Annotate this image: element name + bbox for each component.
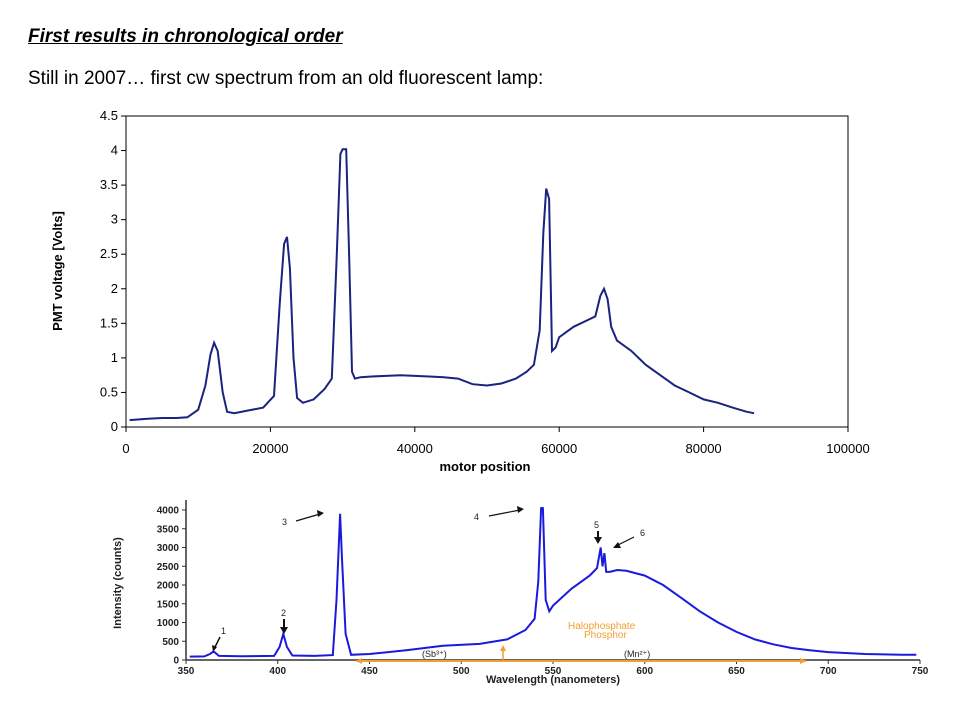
pmt-chart-plot-frame [126, 116, 848, 427]
peak-label-3: 3 [282, 517, 288, 527]
spectrum-y-tick-label: 0 [173, 655, 179, 667]
pmt-x-tick-label: 40000 [396, 441, 433, 456]
spectrum-x-tick-label: 450 [361, 666, 378, 677]
spectrum-y-tick-label: 1500 [156, 599, 179, 611]
pmt-chart [50, 108, 870, 474]
band-left-arrow-icon [356, 658, 362, 664]
pmt-y-tick-label: 1.5 [99, 315, 118, 331]
spectrum-x-tick-label: 500 [452, 666, 470, 677]
spectrum-x-tick-label: 550 [544, 666, 562, 677]
peak-label-4: 4 [474, 512, 480, 522]
peak-annotation-3 [282, 510, 324, 527]
pmt-y-axis-label: PMT voltage [Volts] [50, 211, 65, 331]
pmt-x-tick-label: 20000 [252, 441, 289, 456]
pmt-y-tick-label: 4 [110, 142, 118, 158]
pmt-x-tick-label: 100000 [826, 441, 870, 456]
spectrum-x-tick-label: 350 [177, 666, 195, 677]
pmt-y-tick-label: 2 [110, 280, 118, 296]
peak-arrowhead-2-icon [280, 627, 288, 634]
spectrum-y-tick-label: 2500 [156, 561, 179, 573]
pmt-y-tick-label: 4.5 [99, 108, 118, 123]
phosphor-label-line1: Halophosphate [568, 621, 636, 632]
peak-label-1: 1 [221, 626, 227, 636]
pmt-series-line [130, 149, 755, 420]
spectrum-x-tick-label: 700 [819, 666, 837, 677]
spectrum-y-tick-label: 3000 [156, 543, 179, 554]
pmt-y-tick-label: 0.5 [99, 384, 118, 400]
spectrum-y-tick-label: 4000 [156, 505, 179, 517]
peak-arrowhead-3-icon [317, 510, 324, 517]
peak-annotation-4 [474, 506, 524, 522]
peak-annotation-6 [613, 528, 645, 548]
spectrum-x-tick-label: 400 [269, 666, 287, 677]
band-center-arrow-icon [500, 645, 506, 651]
spectrum-y-tick-label: 2000 [156, 580, 179, 592]
spectrum-y-tick-label: 1000 [156, 618, 179, 629]
spectrum-x-tick-label: 650 [728, 666, 745, 677]
pmt-x-axis-label: motor position [439, 459, 531, 474]
pmt-y-tick-label: 3.5 [99, 177, 118, 193]
pmt-x-tick-label: 60000 [541, 441, 578, 456]
pmt-y-tick-label: 0 [110, 419, 118, 434]
peak-label-2: 2 [281, 608, 287, 618]
mn-band-label: (Mn²⁺) [624, 649, 651, 659]
pmt-y-tick-label: 2.5 [99, 246, 118, 262]
spectrum-chart [112, 500, 929, 686]
peak-annotation-1 [212, 626, 226, 652]
peak-annotation-2 [280, 608, 288, 634]
peak-arrow-4-icon [489, 510, 520, 516]
peak-arrow-3-icon [296, 514, 320, 521]
spectrum-y-axis-label: Intensity (counts) [112, 537, 124, 629]
peak-arrowhead-4-icon [517, 506, 524, 513]
slide-title: First results in chronological order [28, 26, 343, 47]
spectrum-x-tick-label: 750 [911, 666, 929, 677]
spectrum-x-tick-label: 600 [636, 666, 654, 677]
spectrum-y-tick-label: 500 [162, 636, 179, 648]
spectrum-x-axis-label: Wavelength (nanometers) [485, 674, 621, 686]
peak-label-6: 6 [640, 528, 646, 538]
spectrum-y-tick-label: 3500 [156, 524, 179, 536]
peak-arrowhead-6-icon [613, 542, 621, 548]
pmt-y-tick-label: 3 [110, 211, 118, 227]
peak-arrowhead-5-icon [594, 537, 602, 544]
peak-label-5: 5 [594, 520, 600, 530]
slide-subtitle: Still in 2007… first cw spectrum from an old fluorescent lamp: [28, 68, 544, 89]
sb-band-label: (Sb³⁺) [422, 649, 447, 659]
spectrum-series-line [190, 508, 917, 656]
pmt-x-tick-label: 0 [122, 441, 130, 456]
pmt-x-tick-label: 80000 [685, 441, 722, 456]
band-right-arrow-icon [800, 658, 806, 664]
pmt-y-tick-label: 1 [110, 349, 118, 365]
peak-annotation-5 [594, 520, 602, 544]
phosphor-label-line2: Phosphor [584, 630, 627, 641]
